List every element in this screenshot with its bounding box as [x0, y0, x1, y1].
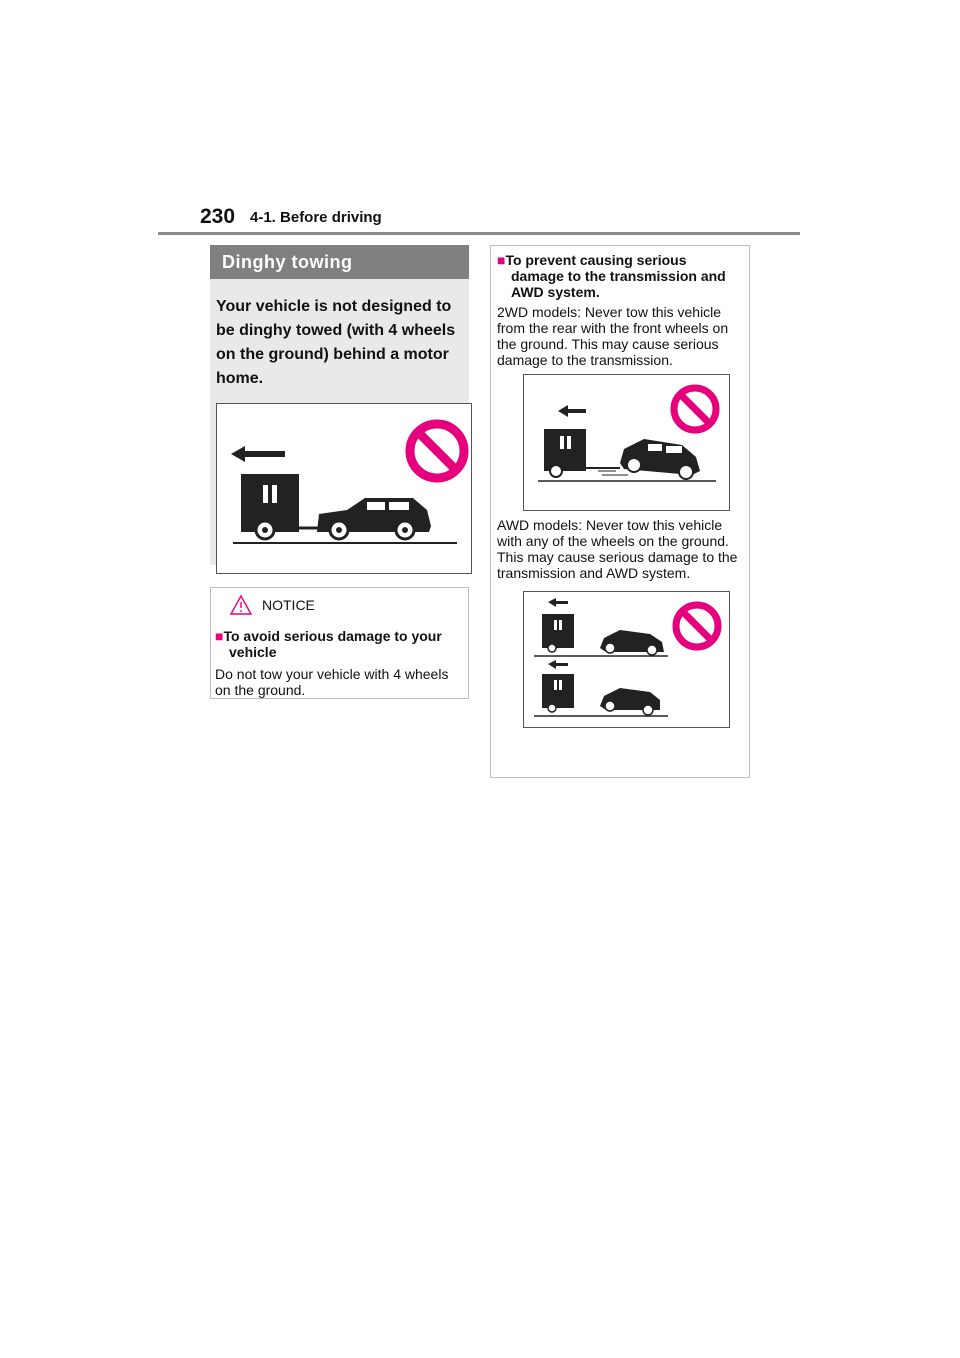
para-awd: AWD models: Never tow this vehicle with any of the wheels on the ground. This may cause serious damage to the transmission and AWD system.	[497, 517, 738, 581]
intro-panel	[210, 279, 469, 565]
arrow-left-icon	[558, 405, 586, 417]
arrow-left-icon	[231, 446, 285, 462]
awd-tow-illustration	[523, 591, 730, 728]
bullet-square-icon: ■	[215, 628, 224, 644]
arrow-left-icon	[548, 598, 568, 607]
prohibition-icon	[676, 605, 718, 647]
section-title: 4-1. Before driving	[250, 209, 382, 226]
2wd-tow-illustration	[523, 374, 730, 511]
page-header	[200, 205, 802, 235]
intro-text: Your vehicle is not designed to be dinghy towed (with 4 wheels on the ground) behind a motor home.	[216, 298, 456, 387]
notice-box	[210, 587, 469, 699]
prohibition-icon	[674, 388, 716, 430]
dinghy-tow-illustration	[216, 403, 472, 574]
notice-bullet-title: ■To avoid serious damage to your vehicle	[215, 628, 442, 660]
header-rule	[158, 232, 800, 235]
warning-triangle-icon	[229, 594, 253, 616]
notice-body: Do not tow your vehicle with 4 wheels on the ground.	[215, 666, 449, 698]
prohibition-icon	[410, 424, 464, 478]
dinghy-section	[210, 245, 469, 565]
arrow-left-icon	[548, 660, 568, 669]
para-2wd: 2WD models: Never tow this vehicle from the rear with the front wheels on the ground. This may cause serious damage to the transmission.	[497, 304, 729, 368]
transmission-bullet-title: ■To prevent causing serious damage to the transmission and AWD system.	[497, 252, 726, 300]
notice-label: NOTICE	[262, 597, 315, 613]
notice-header	[215, 592, 464, 620]
transmission-section	[490, 245, 750, 778]
dinghy-title: Dinghy towing	[210, 245, 469, 279]
bullet-square-icon: ■	[497, 252, 506, 268]
page-number: 230	[200, 205, 236, 228]
